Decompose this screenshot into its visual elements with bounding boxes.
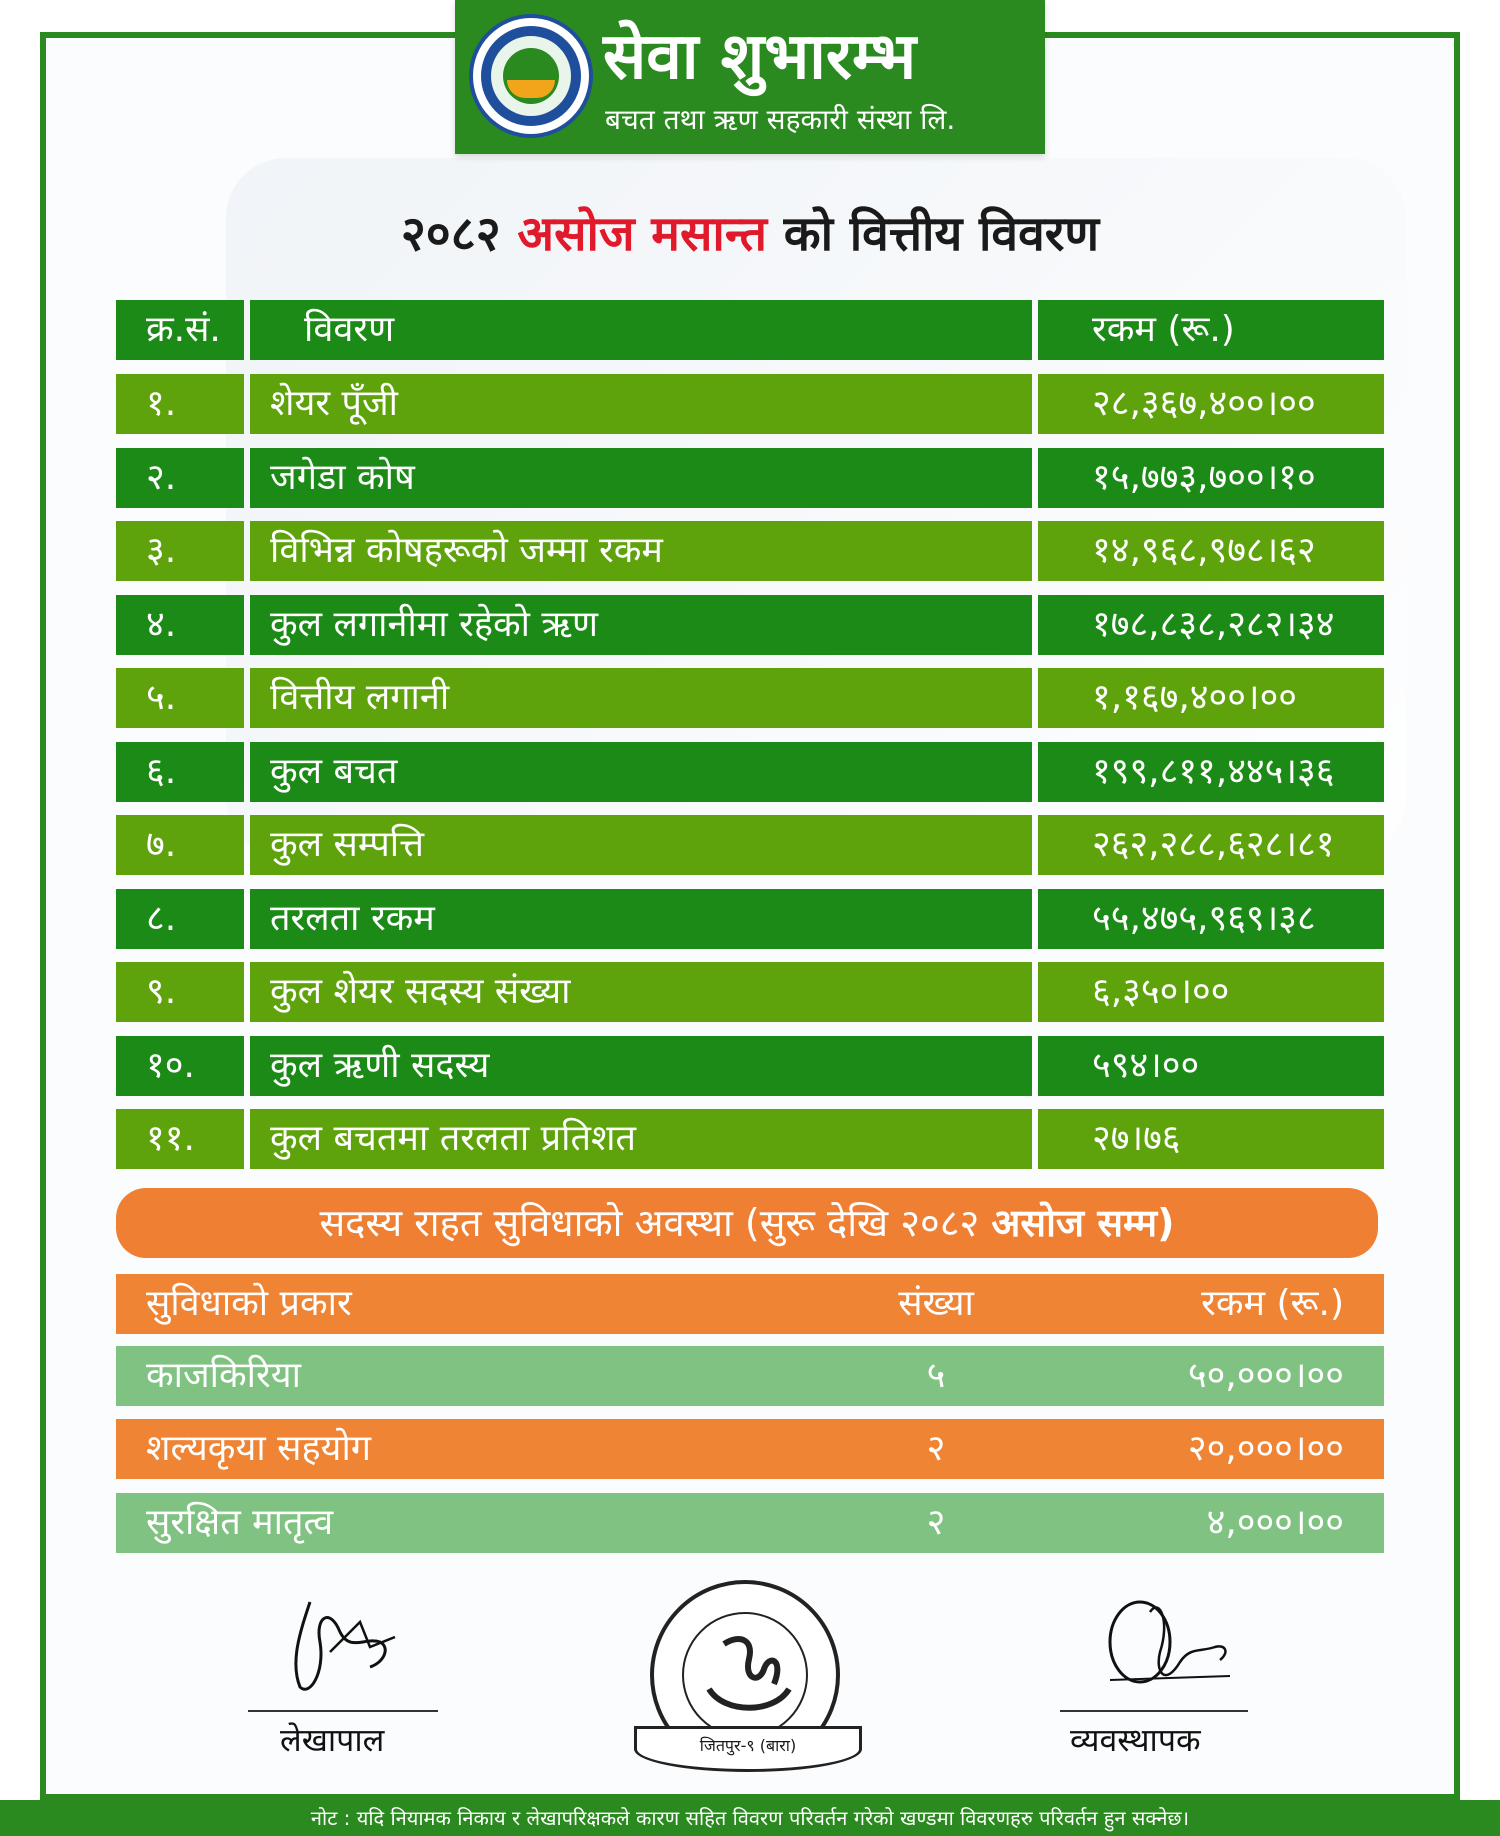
table-row: [116, 595, 1384, 655]
row-amount: १७८,८३८,२८२।३४: [1038, 595, 1384, 655]
relief-type: सुरक्षित मातृत्व: [146, 1502, 334, 1543]
row-amount: २७।७६: [1038, 1109, 1384, 1169]
relief-amount: ४,०००।००: [1206, 1502, 1344, 1543]
row-desc: विभिन्न कोषहरूको जम्मा रकम: [250, 521, 1032, 581]
row-sn: ९.: [116, 962, 244, 1022]
table-row: [116, 448, 1384, 508]
relief-amount: २०,०००।००: [1187, 1428, 1344, 1469]
relief-row: [116, 1346, 1384, 1406]
manager-signature-line: [1060, 1710, 1248, 1712]
row-amount: १५,७७३,७००।१०: [1038, 448, 1384, 508]
row-sn: ५.: [116, 668, 244, 728]
row-sn: ७.: [116, 815, 244, 875]
header-sn: क्र.सं.: [116, 300, 244, 360]
row-amount: १४,९६८,९७८।६२: [1038, 521, 1384, 581]
row-amount: १९९,८११,४४५।३६: [1038, 742, 1384, 802]
relief-header-type: सुविधाको प्रकार: [146, 1283, 352, 1324]
table-row: [116, 668, 1384, 728]
row-sn: २.: [116, 448, 244, 508]
stamp-ribbon: जितपुर-९ (बारा): [634, 1726, 862, 1772]
row-desc: कुल सम्पत्ति: [250, 815, 1032, 875]
org-name: सेवा शुभारम्भ: [603, 20, 917, 94]
org-header: [455, 0, 1045, 154]
row-sn: १०.: [116, 1036, 244, 1096]
row-sn: ६.: [116, 742, 244, 802]
page-title: [0, 200, 1500, 265]
row-sn: ४.: [116, 595, 244, 655]
relief-header-amount: रकम (रू.): [1201, 1283, 1344, 1324]
row-amount: ५९४।००: [1038, 1036, 1384, 1096]
table-row: [116, 742, 1384, 802]
org-subtitle: बचत तथा ऋण सहकारी संस्था लि.: [605, 103, 956, 136]
row-desc: कुल बचतमा तरलता प्रतिशत: [250, 1109, 1032, 1169]
manager-label: व्यवस्थापक: [1070, 1721, 1201, 1759]
row-sn: ३.: [116, 521, 244, 581]
title-rest: को वित्तीय विवरण: [783, 206, 1100, 262]
accountant-signature: [270, 1592, 420, 1702]
relief-type: शल्यकृया सहयोग: [146, 1428, 372, 1469]
row-desc: कुल लगानीमा रहेको ऋण: [250, 595, 1032, 655]
relief-row: [116, 1419, 1384, 1479]
stamp-emblem-icon: [704, 1629, 794, 1719]
row-amount: १,१६७,४००।००: [1038, 668, 1384, 728]
banner-bold: असोज सम्म): [991, 1201, 1175, 1245]
relief-header-count: संख्या: [898, 1283, 974, 1324]
row-amount: ६,३५०।००: [1038, 962, 1384, 1022]
title-year: २०८२: [400, 206, 501, 262]
header-desc: विवरण: [250, 300, 1032, 360]
row-amount: २८,३६७,४००।००: [1038, 374, 1384, 434]
manager-signature: [1090, 1592, 1240, 1702]
header-amount: रकम (रू.): [1038, 300, 1384, 360]
relief-banner: [116, 1188, 1378, 1258]
row-desc: शेयर पूँजी: [250, 374, 1032, 434]
relief-count: २: [926, 1428, 946, 1469]
official-stamp: [650, 1580, 840, 1770]
banner-text: सदस्य राहत सुविधाको अवस्था (सुरू देखि २०८२: [319, 1201, 980, 1245]
title-highlight: असोज मसान्त: [517, 206, 767, 262]
row-desc: जगेडा कोष: [250, 448, 1032, 508]
row-sn: ८.: [116, 889, 244, 949]
row-desc: कुल ऋणी सदस्य: [250, 1036, 1032, 1096]
footer-note: नोट : यदि नियामक निकाय र लेखापरिक्षकले कारण सहित विवरण परिवर्तन गरेको खण्डमा विवरणहरु परिवर्तन हुन सक्नेछ।: [0, 1800, 1500, 1836]
relief-row: [116, 1493, 1384, 1553]
relief-header-row: [116, 1274, 1384, 1334]
accountant-signature-line: [248, 1710, 438, 1712]
relief-type: काजकिरिया: [146, 1355, 301, 1396]
row-amount: २६२,२८८,६२८।८१: [1038, 815, 1384, 875]
accountant-label: लेखापाल: [280, 1721, 385, 1759]
relief-amount: ५०,०००।००: [1187, 1355, 1344, 1396]
row-desc: वित्तीय लगानी: [250, 668, 1032, 728]
row-desc: कुल शेयर सदस्य संख्या: [250, 962, 1032, 1022]
table-row: [116, 374, 1384, 434]
table-row: [116, 889, 1384, 949]
row-desc: कुल बचत: [250, 742, 1032, 802]
table-header-row: [116, 300, 1384, 360]
relief-count: २: [926, 1502, 946, 1543]
table-row: [116, 1036, 1384, 1096]
table-row: [116, 815, 1384, 875]
org-logo: [469, 14, 593, 138]
row-desc: तरलता रकम: [250, 889, 1032, 949]
row-amount: ५५,४७५,९६९।३८: [1038, 889, 1384, 949]
row-sn: १.: [116, 374, 244, 434]
row-sn: ११.: [116, 1109, 244, 1169]
table-row: [116, 962, 1384, 1022]
table-row: [116, 1109, 1384, 1169]
relief-count: ५: [926, 1355, 946, 1396]
table-row: [116, 521, 1384, 581]
